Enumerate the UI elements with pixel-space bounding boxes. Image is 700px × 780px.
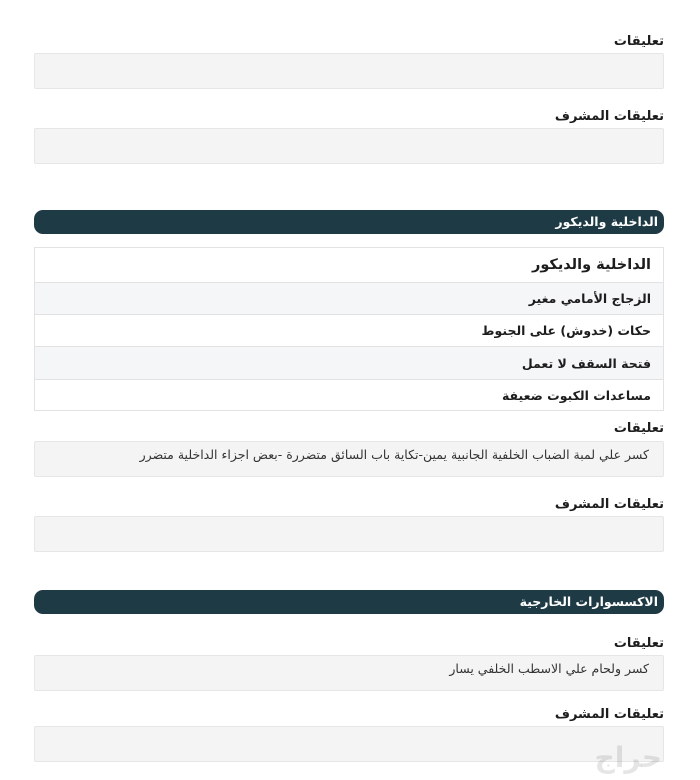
exterior-comments-field: كسر ولحام علي الاسطب الخلفي يسار	[34, 655, 664, 691]
exterior-supervisor-label: تعليقات المشرف	[554, 707, 664, 722]
exterior-comments-label: تعليقات	[613, 636, 664, 651]
supervisor-comments-field	[34, 128, 664, 164]
section-header-interior[interactable]: الداخلية والديكور	[34, 210, 664, 234]
table-row: حكات (خدوش) على الجنوط	[35, 315, 663, 347]
table-row: مساعدات الكبوت ضعيفة	[35, 380, 663, 411]
interior-supervisor-field	[34, 516, 664, 552]
interior-comments-field: كسر علي لمبة الضباب الخلفية الجانبية يمين-تكاية باب السائق متضررة -بعض اجزاء الداخلية متضرر	[34, 441, 664, 477]
interior-comments-label: تعليقات	[613, 421, 664, 436]
section-header-exterior[interactable]: الاكسسوارات الخارجية	[34, 590, 664, 614]
interior-supervisor-label: تعليقات المشرف	[554, 497, 664, 512]
comments-label: تعليقات	[613, 34, 664, 49]
interior-table	[34, 247, 664, 411]
table-row: الزجاج الأمامي مغير	[35, 283, 663, 315]
supervisor-comments-label: تعليقات المشرف	[554, 109, 664, 124]
exterior-supervisor-field	[34, 726, 664, 762]
table-row: فتحة السقف لا تعمل	[35, 347, 663, 380]
table-title: الداخلية والديكور	[35, 248, 663, 283]
comments-field	[34, 53, 664, 89]
watermark-logo: حراج	[594, 741, 662, 774]
